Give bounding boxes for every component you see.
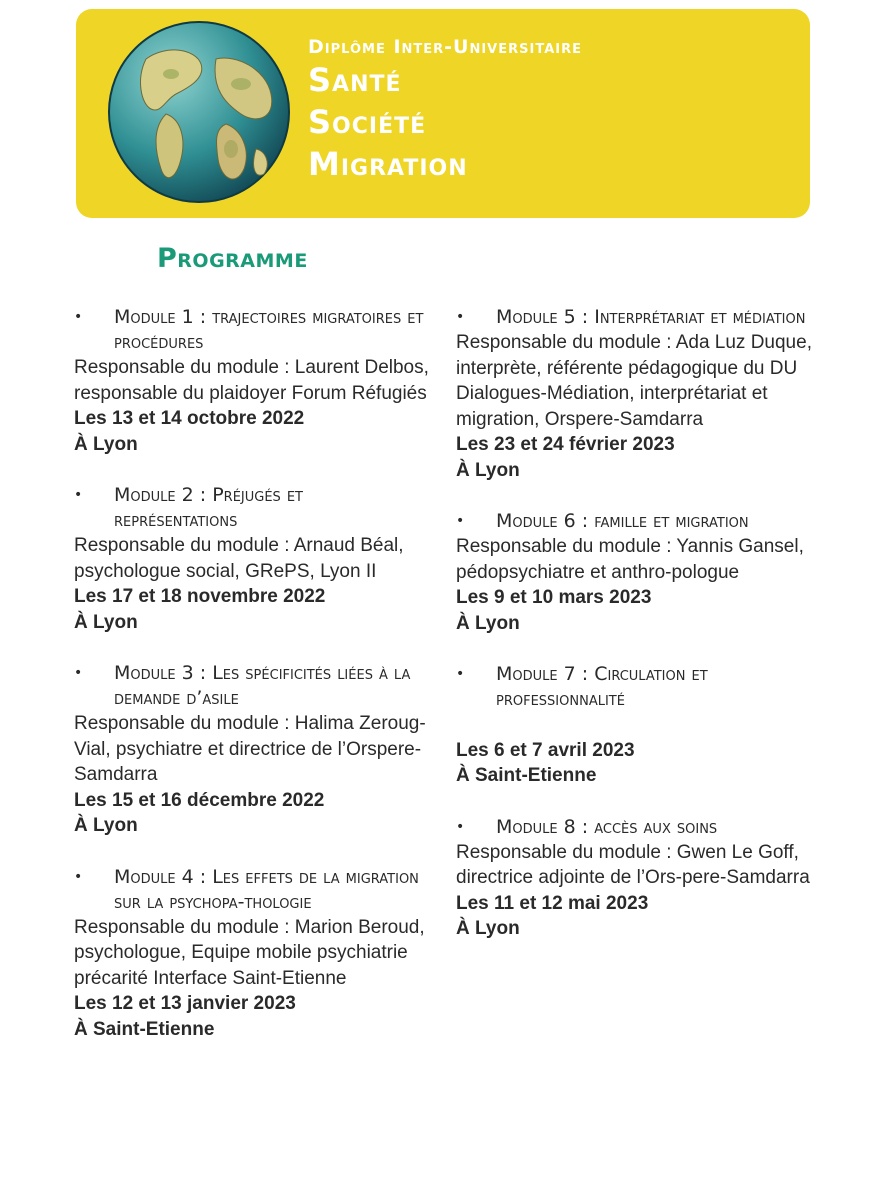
globe-icon [106, 19, 292, 205]
module-description: Responsable du module : Yannis Gansel, pédopsychiatre et anthro-pologue [456, 536, 804, 583]
bullet-icon: • [456, 818, 465, 835]
banner-text-block [308, 35, 582, 185]
module-dates: Les 11 et 12 mai 2023 [456, 892, 649, 914]
module-8 [456, 815, 816, 942]
module-title-text: Module 2 : Préjugés et représentations [114, 484, 304, 531]
module-title [456, 509, 816, 534]
module-description: Responsable du module : Arnaud Béal, psychologue social, GRePS, Lyon II [74, 535, 404, 582]
module-place: À Lyon [456, 612, 520, 634]
module-place: À Saint-Etienne [74, 1018, 215, 1040]
module-2 [74, 483, 432, 635]
module-title-text: Module 1 : trajectoires migratoires et procédures [114, 306, 424, 353]
module-title [74, 483, 432, 533]
module-dates: Les 15 et 16 décembre 2022 [74, 789, 325, 811]
module-title [456, 662, 816, 712]
module-7 [456, 662, 816, 789]
banner-title-line-2: Société [308, 103, 427, 141]
module-title [456, 815, 816, 840]
banner-title-line-1: Santé [308, 61, 402, 99]
module-title-text: Module 7 : Circulation et professionnalité [496, 663, 708, 710]
module-title [456, 305, 816, 330]
module-1 [74, 305, 432, 457]
bullet-icon: • [74, 868, 83, 885]
module-6 [456, 509, 816, 636]
module-title-text: Module 3 : Les spécificités liées à la demande d’asile [114, 662, 411, 709]
header-banner [76, 9, 810, 218]
module-4 [74, 865, 432, 1043]
left-column [74, 305, 432, 1068]
programme-heading: Programme [157, 243, 308, 274]
bullet-icon: • [456, 666, 465, 682]
module-place: À Saint-Etienne [456, 765, 597, 786]
module-dates: Les 9 et 10 mars 2023 [456, 587, 652, 608]
banner-title-line-3: Migration [308, 145, 468, 183]
bullet-icon: • [74, 665, 83, 681]
module-title-text: Module 8 : accès aux soins [496, 815, 718, 838]
module-dates: Les 17 et 18 novembre 2022 [74, 586, 326, 607]
bullet-icon: • [74, 487, 83, 503]
module-description: Responsable du module : Halima Zeroug-Vial, psychiatre et directrice de l’Orspere-Samdarra [74, 713, 426, 785]
module-place: À Lyon [456, 459, 520, 481]
module-place: À Lyon [74, 433, 138, 455]
module-title-text: Module 4 : Les effets de la migration sur la psychopa-thologie [114, 865, 419, 913]
module-description: Responsable du module : Gwen Le Goff, directrice adjointe de l’Ors-pere-Samdarra [456, 841, 810, 888]
bullet-icon: • [74, 309, 83, 325]
module-place: À Lyon [74, 611, 138, 633]
module-dates: Les 12 et 13 janvier 2023 [74, 993, 296, 1014]
module-place: À Lyon [74, 815, 138, 836]
module-dates: Les 6 et 7 avril 2023 [456, 739, 635, 761]
module-dates: Les 23 et 24 février 2023 [456, 434, 675, 455]
module-5 [456, 305, 816, 483]
module-description: Responsable du module : Laurent Delbos, responsable du plaidoyer Forum Réfugiés [74, 357, 429, 404]
module-title [74, 865, 432, 915]
module-title [74, 305, 432, 355]
bullet-icon: • [456, 309, 465, 325]
module-place: À Lyon [456, 918, 520, 939]
bullet-icon: • [456, 513, 465, 529]
module-3 [74, 661, 432, 839]
module-title-text: Module 6 : famille et migration [496, 510, 749, 532]
module-title-text: Module 5 : Interprétariat et médiation [496, 306, 806, 328]
module-title [74, 661, 432, 711]
blank-line [456, 712, 816, 738]
module-description: Responsable du module : Ada Luz Duque, interprète, référente pédagogique du DU Dialogues-Médiation, interprétariat et migration, Orspere-Samdarra [456, 332, 812, 430]
banner-subtitle: Diplôme Inter-Universitaire [308, 36, 582, 58]
module-description: Responsable du module : Marion Beroud, psychologue, Equipe mobile psychiatrie précarité Interface Saint-Etienne [74, 916, 425, 989]
right-column [456, 305, 816, 968]
module-dates: Les 13 et 14 octobre 2022 [74, 408, 305, 429]
